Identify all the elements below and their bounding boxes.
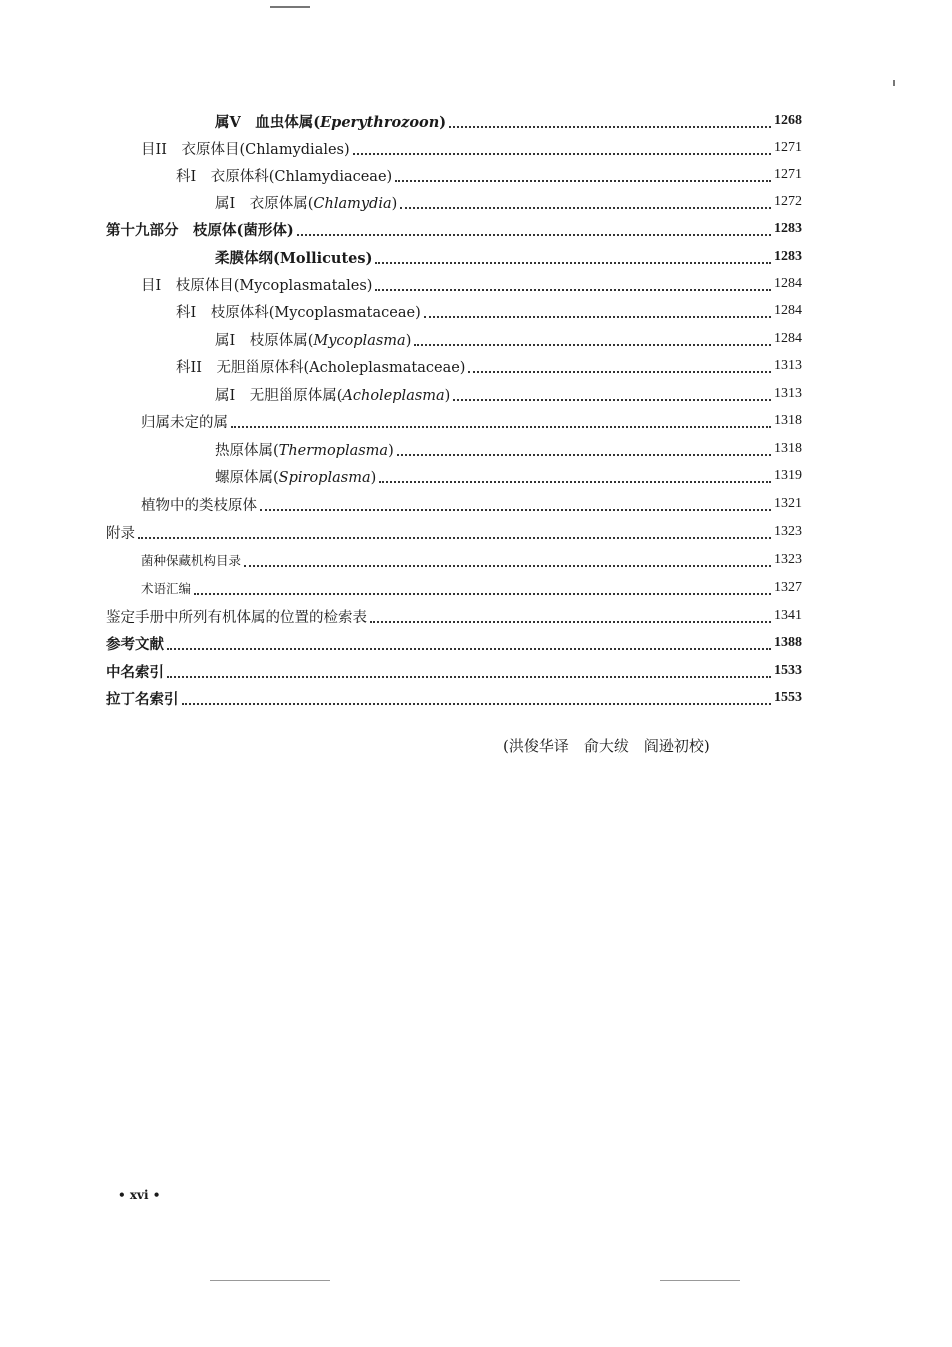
toc-entry — [215, 189, 802, 215]
toc-entry-title: 目Ⅰ 枝原体目(Mycoplasmatales) — [141, 277, 373, 294]
toc-entry-page: 1321 — [774, 496, 802, 511]
toc-entry-page: 1283 — [774, 221, 802, 236]
toc-entry — [176, 353, 802, 379]
toc-entry-page: 1323 — [774, 524, 802, 539]
toc-entry — [106, 216, 802, 242]
toc-entry — [215, 463, 802, 489]
dot-leader — [231, 425, 771, 428]
dot-leader — [379, 480, 771, 483]
dot-leader — [370, 620, 771, 623]
toc-entry — [176, 162, 802, 188]
toc-entry-title: 参考文献 — [106, 635, 164, 653]
toc-entry-title: 附录 — [106, 525, 135, 542]
toc-entry-page: 1341 — [774, 608, 802, 623]
toc-entry-latin-name: Mycoplasma — [313, 332, 406, 349]
toc-entry — [106, 630, 802, 656]
dot-leader — [297, 233, 771, 236]
dot-leader — [194, 592, 771, 595]
toc-entry-title: 植物中的类枝原体 — [141, 497, 257, 514]
dot-leader — [424, 315, 771, 318]
toc-entry-page: 1318 — [774, 441, 802, 456]
toc-entry-title: 属Ⅰ 枝原体属(Mycoplasma) — [215, 332, 412, 349]
toc-entry-title: 属Ⅰ 无胆甾原体属(Acholeplasma) — [215, 387, 451, 404]
toc-entry-title: 科Ⅰ 枝原体科(Mycoplasmataceae) — [176, 304, 421, 321]
toc-entry-page: 1313 — [774, 358, 802, 373]
dot-leader — [453, 398, 771, 401]
toc-entry-title: 中名索引 — [106, 663, 164, 681]
dot-leader — [395, 179, 771, 182]
toc-entry — [141, 547, 802, 573]
toc-entry — [215, 244, 802, 270]
toc-entry-latin-name: Eperythrozoon — [320, 113, 440, 131]
toc-entry-latin-name: Spiroplasma — [278, 469, 371, 486]
toc-entry-page: 1271 — [774, 140, 802, 155]
toc-entry-page: 1327 — [774, 580, 802, 595]
translator-credit: (洪俊华译 俞大绂 阎逊初校) — [503, 737, 710, 755]
dot-leader — [182, 702, 772, 705]
dot-leader — [167, 647, 771, 650]
toc-entry — [106, 519, 802, 545]
scan-mark — [660, 1280, 740, 1281]
toc-entry — [106, 658, 802, 684]
dot-leader — [138, 536, 771, 539]
toc-entry — [215, 436, 802, 462]
toc-entry — [215, 108, 802, 134]
dot-leader — [260, 508, 771, 511]
toc-entry-title: 属Ⅰ 衣原体属(Chlamydia) — [215, 195, 398, 212]
dot-leader — [167, 675, 771, 678]
toc-entry-title: 鉴定手册中所列有机体属的位置的检索表 — [106, 609, 367, 626]
toc-entry-page: 1553 — [774, 690, 802, 705]
toc-entry-page: 1318 — [774, 413, 802, 428]
dot-leader — [353, 152, 771, 155]
toc-entry-latin-name: Thermoplasma — [278, 442, 389, 459]
toc-entry-page: 1533 — [774, 663, 802, 678]
scan-mark — [893, 80, 895, 86]
toc-entry — [176, 298, 802, 324]
toc-entry — [141, 491, 802, 517]
scan-mark — [210, 1280, 330, 1281]
toc-entry-page: 1388 — [774, 635, 802, 650]
toc-entry — [215, 326, 802, 352]
toc-entry-title: 术语汇编 — [141, 581, 192, 596]
page-number: • xvi • — [118, 1188, 161, 1202]
dot-leader — [244, 564, 771, 567]
toc-entry-title: 菌种保藏机构目录 — [141, 553, 242, 568]
toc-entry-title: 柔膜体纲(Mollicutes) — [215, 249, 373, 267]
toc-entry — [106, 685, 802, 711]
toc-entry-page: 1323 — [774, 552, 802, 567]
toc-entry-page: 1319 — [774, 468, 802, 483]
toc-entry-page: 1313 — [774, 386, 802, 401]
toc-entry-latin-name: Acholeplasma — [342, 387, 445, 404]
toc-entry-latin-name: Chlamydia — [313, 195, 392, 212]
toc-entry-title: 目II 衣原体目(Chlamydiales) — [141, 141, 350, 158]
toc-entry-page: 1283 — [774, 249, 802, 264]
toc-entry-page: 1284 — [774, 303, 802, 318]
toc-entry-page: 1268 — [774, 113, 802, 128]
dot-leader — [375, 288, 771, 291]
toc-entry — [141, 271, 802, 297]
toc-entry-title: 科Ⅰ 衣原体科(Chlamydiaceae) — [176, 168, 393, 185]
toc-entry-title: 第十九部分 枝原体(菌形体) — [106, 221, 294, 239]
toc-entry-page: 1271 — [774, 167, 802, 182]
toc-entry-page: 1272 — [774, 194, 802, 209]
toc-entry-title: 热原体属(Thermoplasma) — [215, 442, 394, 459]
dot-leader — [375, 261, 771, 264]
toc-entry — [215, 381, 802, 407]
toc-entry-title: 归属未定的属 — [141, 414, 228, 431]
toc-entry — [106, 603, 802, 629]
toc-entry-title: 科II 无胆甾原体科(Acholeplasmataceae) — [176, 359, 466, 376]
toc-entry — [141, 575, 802, 601]
scan-mark — [270, 6, 310, 8]
dot-leader — [414, 343, 771, 346]
dot-leader — [397, 453, 771, 456]
toc-entry-title: 属Ⅴ 血虫体属(Eperythrozoon) — [215, 113, 447, 131]
toc-entry-title: 拉丁名索引 — [106, 690, 179, 708]
dot-leader — [449, 125, 771, 128]
toc-entry-title: 螺原体属(Spiroplasma) — [215, 469, 377, 486]
dot-leader — [400, 206, 771, 209]
toc-entry-page: 1284 — [774, 276, 802, 291]
toc-entry — [141, 135, 802, 161]
toc-entry-page: 1284 — [774, 331, 802, 346]
toc-entry — [141, 408, 802, 434]
dot-leader — [468, 370, 771, 373]
